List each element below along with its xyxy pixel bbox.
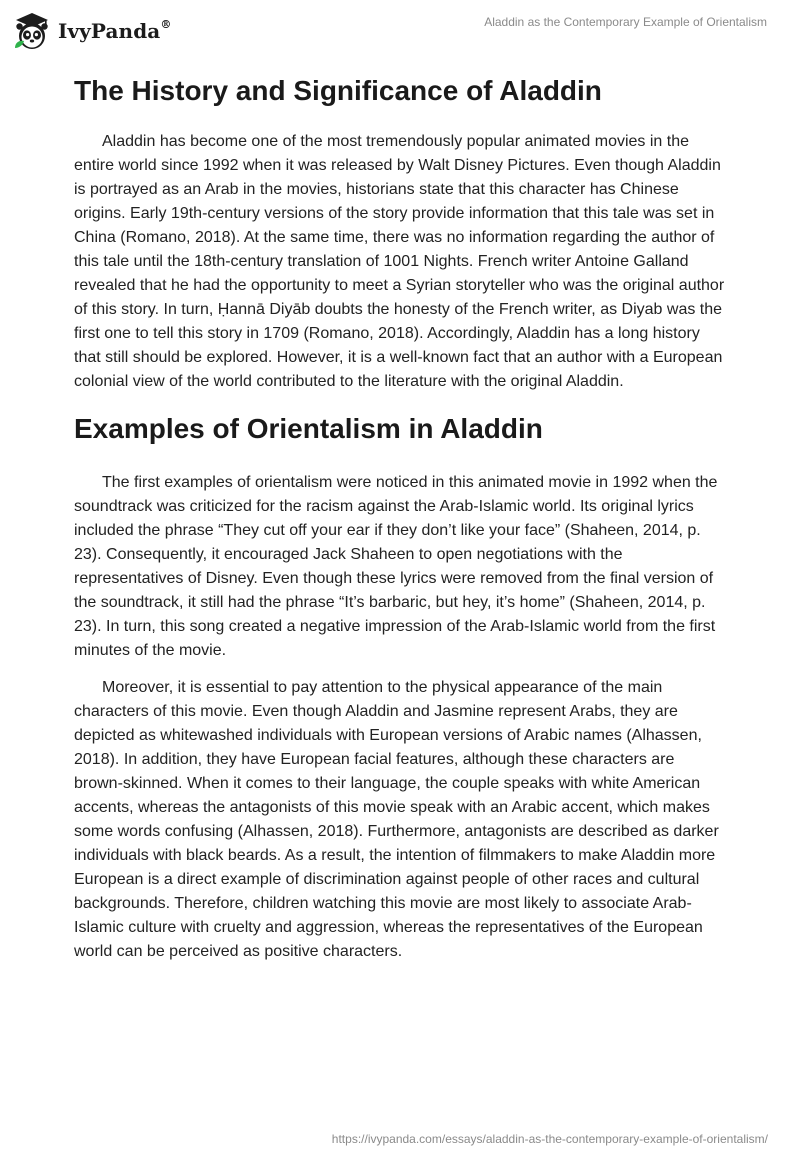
- paragraph: Aladdin has become one of the most tremendously popular animated movies in the entire world since 1992 when it was released by Walt Disney Pictures. Even though Aladdin is portrayed as an Arab in the movies, historians state that this character has Chinese origins. Early 19th-century versions of the story provide information that this tale was set in China (Romano, 2018). At the same time, there was no information regarding the author of this tale until the 18th-century translation of 1001 Nights. French writer Antoine Galland revealed that he had the opportunity to meet a Syrian storyteller who was the original author of this story. In turn, Ḥannā Diyāb doubts the honesty of the French writer, as Diyab was the first one to tell this story in 1709 (Romano, 2018). Accordingly, Aladdin has a long history that still should be explored. However, it is a well-known fact that an author with a European colonial view of the world contributed to the literature with the original Aladdin.: [74, 133, 725, 390]
- panda-icon: [12, 11, 52, 51]
- paragraph: The first examples of orientalism were noticed in this animated movie in 1992 when the soundtrack was criticized for the racism against the Arab-Islamic world. Its original lyrics included the phrase “They cut off your ear if they don’t like your face” (Shaheen, 2014, p. 23). Consequently, it encouraged Jack Shaheen to open negotiations with the representatives of Disney. Even though these lyrics were removed from the final version of the soundtrack, it still had the phrase “It’s barbaric, but hey, it’s home” (Shaheen, 2014, p. 23). In turn, this song created a negative impression of the Arab-Islamic world from the first minutes of the movie.: [74, 474, 718, 659]
- article-body: [74, 74, 726, 977]
- document-title: Aladdin as the Contemporary Example of Orientalism: [484, 15, 767, 29]
- section-heading: The History and Significance of Aladdin: [74, 75, 602, 106]
- paragraph: Moreover, it is essential to pay attention to the physical appearance of the main characters of this movie. Even though Aladdin and Jasmine represent Arabs, they are depicted as whitewashed individuals with European versions of Arabic names (Alhassen, 2018). In addition, they have European facial features, although these characters are brown-skinned. When it comes to their language, the couple speaks with white American accents, whereas the antagonists of this movie speak with an Arabic accent, which makes some words confusing (Alhassen, 2018). Furthermore, antagonists are described as darker individuals with black beards. As a result, the intention of filmmakers to make Aladdin more European is a direct example of discrimination against people of other races and cultural backgrounds. Therefore, children watching this movie are most likely to associate Arab-Islamic culture with cruelty and aggression, whereas the representatives of the European world can be perceived as positive characters.: [74, 679, 719, 960]
- source-url[interactable]: https://ivypanda.com/essays/aladdin-as-the-contemporary-example-of-orientalism/: [331, 1132, 768, 1146]
- ivypanda-logo[interactable]: [12, 11, 171, 51]
- section-heading: Examples of Orientalism in Aladdin: [74, 413, 543, 444]
- page-header: [0, 0, 800, 60]
- brand-name: IvyPanda®: [58, 18, 172, 43]
